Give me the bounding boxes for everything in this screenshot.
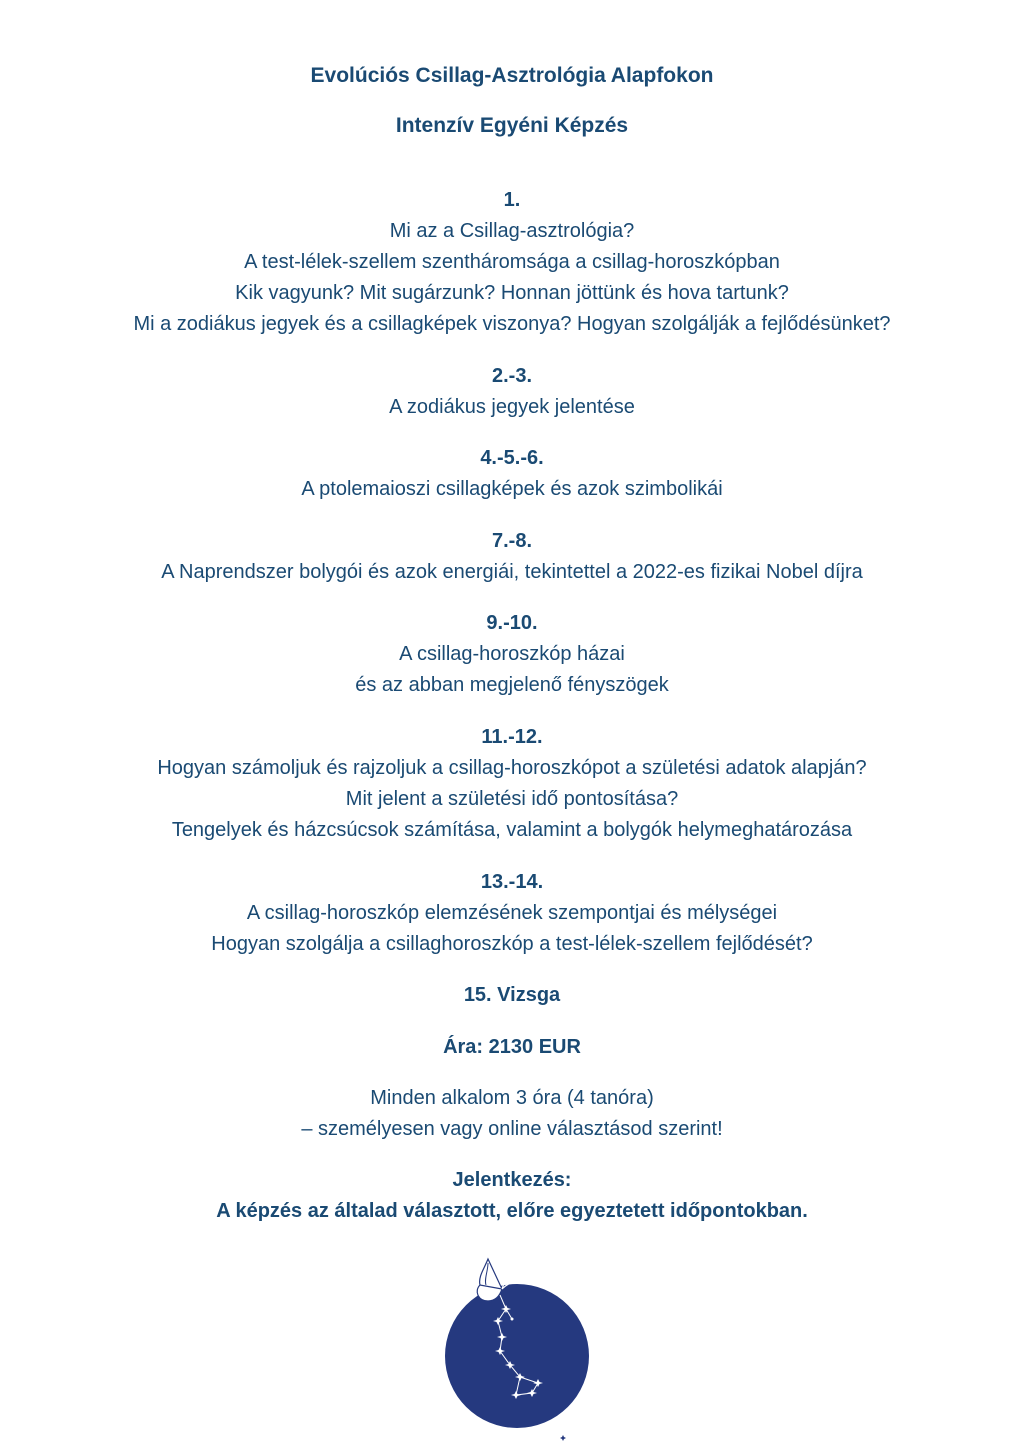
section-number: 9.-10. [486, 612, 538, 634]
section-line: A csillag-horoszkóp házai [399, 643, 625, 665]
section-number: 11.-12. [481, 726, 543, 748]
section-7-8 [40, 526, 984, 588]
section-number: 2.-3. [491, 365, 533, 387]
section-line: Hogyan számoljuk és rajzoljuk a csillag-horoszkópot a születési adatok alapján? [157, 757, 867, 779]
section-line: Kik vagyunk? Mit sugárzunk? Honnan jöttünk és hova tartunk? [235, 282, 789, 304]
section-line: Hogyan szolgálja a csillaghoroszkóp a test-lélek-szellem fejlődését? [211, 933, 813, 955]
session-duration: Minden alkalom 3 óra (4 tanóra) [370, 1087, 654, 1109]
exam-label: 15. Vizsga [463, 984, 561, 1006]
session-info [40, 1083, 984, 1145]
section-13-14 [40, 867, 984, 960]
small-star-icon [560, 1435, 566, 1441]
page-title: Evolúciós Csillag-Asztrológia Alapfokon [310, 64, 714, 87]
section-2-3 [40, 361, 984, 423]
registration-heading: Jelentkezés: [452, 1169, 572, 1191]
registration-text: A képzés az általad választott, előre egyeztetett időpontokban. [216, 1200, 808, 1222]
section-line: Mit jelent a születési idő pontosítása? [345, 788, 679, 810]
section-number: 1. [503, 189, 521, 211]
registration-section [40, 1165, 984, 1227]
section-line: Mi az a Csillag-asztrológia? [389, 220, 635, 242]
section-4-5-6 [40, 443, 984, 505]
page-subtitle: Intenzív Egyéni Képzés [395, 114, 629, 137]
section-line: A test-lélek-szellem szentháromsága a csillag-horoszkópban [244, 251, 780, 273]
logo-icon [440, 1255, 592, 1449]
section-line: és az abban megjelenő fényszögek [355, 674, 669, 696]
section-line: A zodiákus jegyek jelentése [389, 396, 635, 418]
section-line: A csillag-horoszkóp elemzésének szempontjai és mélységei [246, 902, 778, 924]
section-number: 7.-8. [491, 530, 533, 552]
price-section [40, 1032, 984, 1063]
section-1 [40, 185, 984, 340]
section-9-10 [40, 608, 984, 701]
price-label: Ára: 2130 EUR [443, 1036, 581, 1058]
section-line: A ptolemaioszi csillagképek és azok szimbolikái [301, 478, 723, 500]
section-line: Mi a zodiákus jegyek és a csillagképek viszonya? Hogyan szolgálják a fejlődésünket? [133, 313, 891, 335]
section-line: Tengelyek és házcsúcsok számítása, valamint a bolygók helymeghatározása [171, 819, 853, 841]
section-11-12 [40, 722, 984, 846]
exam-section [40, 980, 984, 1011]
section-line: A Naprendszer bolygói és azok energiái, tekintettel a 2022-es fizikai Nobel díjra [161, 561, 863, 583]
section-number: 4.-5.-6. [480, 447, 544, 469]
session-mode: – személyesen vagy online választásod szerint! [301, 1118, 723, 1140]
logo-circle [445, 1284, 589, 1428]
section-number: 13.-14. [480, 871, 544, 893]
butterfly-constellation-logo [440, 1255, 592, 1449]
